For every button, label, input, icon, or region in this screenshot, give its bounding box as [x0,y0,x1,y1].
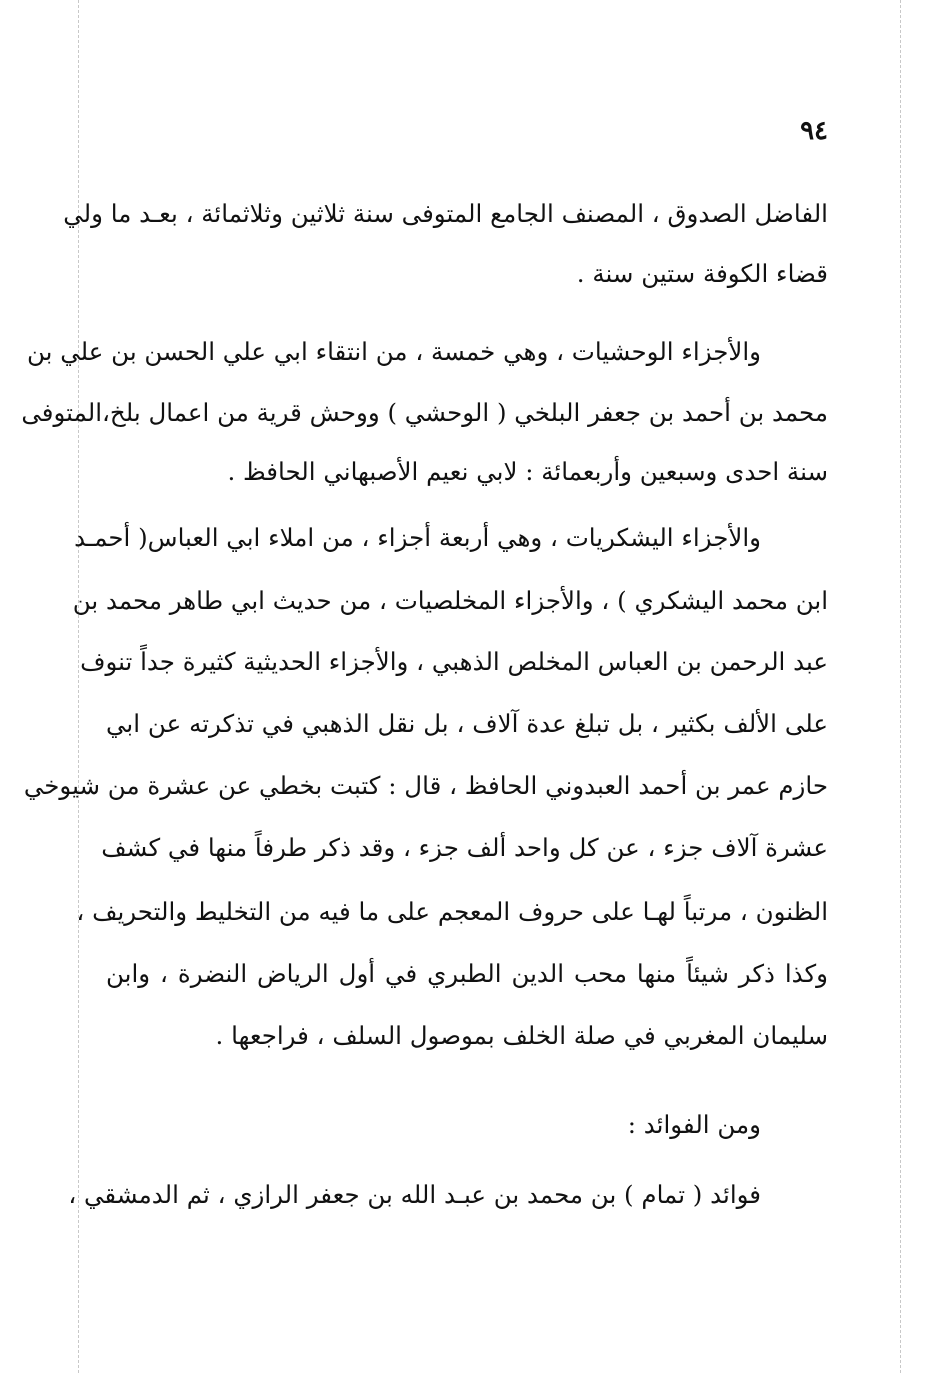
text-line: ابن محمد اليشكري ) ، والأجزاء المخلصيات ، من حديث ابي طاهر محمد بن [72,586,828,615]
text-line: على الألف بكثير ، بل تبلغ عدة آلاف ، بل نقل الذهبي في تذكرته عن ابي [106,709,828,738]
text-line: عبد الرحمن بن العباس المخلص الذهبي ، والأجزاء الحديثية كثيرة جداً تنوف [80,647,828,676]
text-line: عشرة آلاف جزء ، عن كل واحد ألف جزء ، وقد ذكر طرفاً منها في كشف [101,833,828,862]
text-line: سنة احدى وسبعين وأربعمائة : لابي نعيم الأصبهاني الحافظ . [227,457,828,486]
text-line: الظنون ، مرتباً لهـا على حروف المعجم على ما فيه من التخليط والتحريف ، [76,897,828,926]
paragraph-start-line: فوائد ( تمام ) بن محمد بن عبـد الله بن جعفر الرازي ، ثم الدمشقي ، [68,1180,761,1209]
text-line: محمد بن أحمد بن جعفر البلخي ( الوحشي ) ووحش قرية من اعمال بلخ،المتوفى [21,398,828,427]
text-line: قضاء الكوفة ستين سنة . [576,259,828,288]
text-line: حازم عمر بن أحمد العبدوني الحافظ ، قال : كتبت بخطي عن عشرة من شيوخي [23,771,828,800]
paragraph-start-line: والأجزاء اليشكريات ، وهي أربعة أجزاء ، من املاء ابي العباس( أحمـد [74,523,761,552]
text-line: سليمان المغربي في صلة الخلف بموصول السلف ، فراجعها . [215,1021,828,1050]
section-heading: ومن الفوائد : [627,1110,761,1139]
paragraph-start-line: والأجزاء الوحشيات ، وهي خمسة ، من انتقاء ابي علي الحسن بن علي بن [26,337,761,366]
page-number: ٩٤ [800,116,828,146]
text-line: وكذا ذكر شيئاً منها محب الدين الطبري في أول الرياض النضرة ، وابن [106,959,828,988]
text-line: الفاضل الصدوق ، المصنف الجامع المتوفى سنة ثلاثين وثلاثمائة ، بعـد ما ولي [63,199,828,228]
